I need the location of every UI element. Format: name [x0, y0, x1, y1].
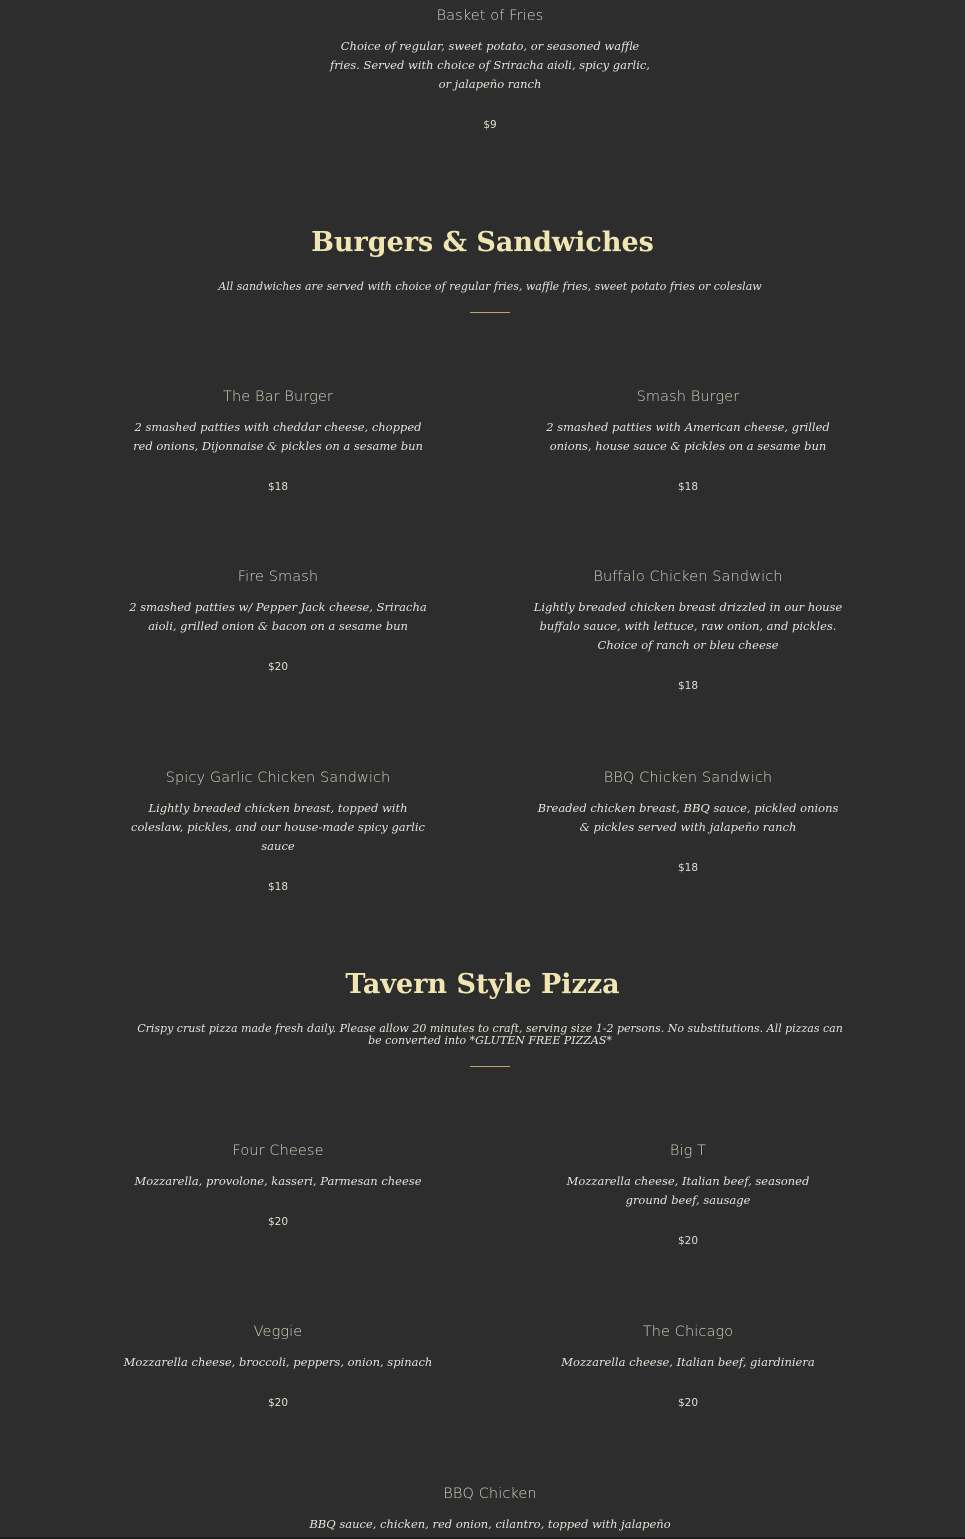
section-divider: [470, 312, 510, 313]
menu-item-the-chicago: [533, 1322, 843, 1410]
item-price: $20: [677, 1397, 699, 1409]
item-price: $20: [267, 1397, 289, 1409]
item-price: $20: [677, 1235, 699, 1247]
menu-item-buffalo-chicken-sandwich: [533, 567, 843, 693]
menu-item-bbq-chicken-pizza: [300, 1484, 680, 1534]
menu-item-the-bar-burger: [123, 387, 433, 494]
menu-item-big-t: [553, 1141, 823, 1248]
item-price: $20: [267, 661, 289, 673]
item-name: Big T: [669, 1143, 707, 1159]
item-name: Veggie: [253, 1324, 303, 1340]
item-description: 2 smashed patties w/ Pepper Jack cheese, Sriracha aioli, grilled onion & bacon on a sesame bun: [129, 600, 427, 633]
item-description: 2 smashed patties with cheddar cheese, chopped red onions, Dijonnaise & pickles on a sesame bun: [133, 420, 423, 453]
item-description: Lightly breaded chicken breast, topped with coleslaw, pickles, and our house-made spicy garlic sauce: [131, 801, 425, 853]
item-price: $18: [677, 862, 699, 874]
item-name: The Chicago: [642, 1324, 734, 1340]
item-description: Mozzarella cheese, Italian beef, seasoned ground beef, sausage: [566, 1174, 810, 1207]
item-description: Mozzarella, provolone, kasseri, Parmesan cheese: [134, 1174, 422, 1188]
item-name: Fire Smash: [237, 569, 319, 585]
item-description: BBQ sauce, chicken, red onion, cilantro, topped with jalapeño: [309, 1517, 671, 1531]
item-price: $18: [677, 680, 699, 692]
item-description: Lightly breaded chicken breast drizzled in our house buffalo sauce, with lettuce, raw onion, and pickles. Choice of ranch or bleu cheese: [533, 600, 843, 652]
item-price: $18: [267, 881, 289, 893]
item-name: Basket of Fries: [436, 8, 544, 24]
menu-item-spicy-garlic-chicken-sandwich: [123, 768, 433, 894]
section-title-burgers: Burgers & Sandwiches: [311, 227, 654, 258]
item-name: BBQ Chicken Sandwich: [603, 770, 773, 786]
item-description: Mozzarella cheese, Italian beef, giardiniera: [561, 1355, 815, 1369]
item-description: Choice of regular, sweet potato, or seasoned waffle fries. Served with choice of Sriracha aioli, spicy garlic, or jalapeño ranch: [330, 39, 650, 91]
item-description: 2 smashed patties with American cheese, grilled onions, house sauce & pickles on a sesame bun: [546, 420, 830, 453]
section-title-pizza: Tavern Style Pizza: [345, 969, 620, 1000]
item-name: The Bar Burger: [223, 389, 333, 405]
menu-item-veggie: [123, 1322, 433, 1410]
menu-item-fire-smash: [123, 567, 433, 674]
item-price: $18: [267, 481, 289, 493]
section-subtitle-pizza: Crispy crust pizza made fresh daily. Please allow 20 minutes to craft, serving size 1-2 persons. No substitutions. All pizzas can be converted into *GLUTEN FREE PIZZAS*: [137, 1022, 843, 1047]
item-name: Buffalo Chicken Sandwich: [593, 569, 783, 585]
item-description: Mozzarella cheese, broccoli, peppers, onion, spinach: [123, 1355, 433, 1369]
item-name: Four Cheese: [232, 1143, 324, 1159]
menu-item-four-cheese: [123, 1141, 433, 1229]
item-description: Breaded chicken breast, BBQ sauce, pickled onions & pickles served with jalapeño ranch: [537, 801, 839, 834]
item-name: BBQ Chicken: [443, 1486, 537, 1502]
item-name: Smash Burger: [636, 389, 740, 405]
section-divider: [470, 1066, 510, 1067]
section-subtitle-burgers: All sandwiches are served with choice of regular fries, waffle fries, sweet potato fries or coleslaw: [218, 280, 762, 293]
menu-item-basket-of-fries: [330, 6, 650, 132]
item-price: $20: [267, 1216, 289, 1228]
item-name: Spicy Garlic Chicken Sandwich: [165, 770, 391, 786]
menu-item-bbq-chicken-sandwich: [533, 768, 843, 875]
item-price: $18: [677, 481, 699, 493]
menu-item-smash-burger: [533, 387, 843, 494]
item-price: $9: [483, 119, 497, 131]
